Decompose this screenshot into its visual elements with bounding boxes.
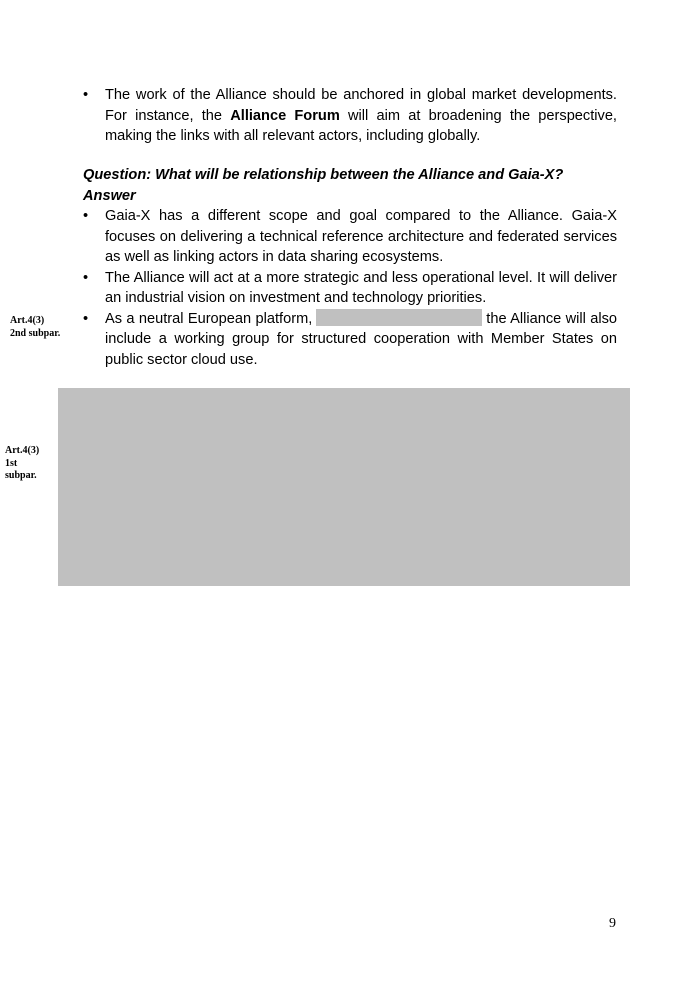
- section-alliance-global: [83, 85, 617, 147]
- bullet-list: [83, 85, 617, 147]
- list-item: [83, 309, 617, 371]
- answer-label: Answer: [83, 187, 136, 204]
- margin-note-art4-1st: [5, 445, 39, 483]
- list-item: [83, 206, 617, 268]
- bullet-text-continued: will aim at broadening the perspective, making the links with all relevant actors, including globally.: [105, 107, 617, 144]
- bullet-text-continued: the Alliance will also include a working group for structured cooperation with Member States on public sector cloud use.: [105, 310, 617, 368]
- page-number: 9: [609, 916, 616, 931]
- margin-note-line: 2nd subpar.: [10, 327, 61, 339]
- bullet-icon: •: [83, 208, 89, 224]
- bullet-text: Gaia-X has a different scope and goal compared to the Alliance. Gaia-X focuses on delivering a technical reference architecture and federated services as well as linking actors in data sharing ecosystems.: [105, 208, 617, 265]
- bold-term: Alliance Forum: [230, 107, 340, 124]
- inline-redaction: [316, 309, 482, 326]
- bullet-icon: •: [83, 310, 89, 327]
- margin-note-art4-2nd: [10, 315, 60, 340]
- bullet-text: As a neutral European platform,: [105, 310, 313, 327]
- question-heading: Question: What will be relationship between the Alliance and Gaia-X?: [83, 167, 564, 183]
- bullet-icon: •: [83, 87, 89, 103]
- bullet-text: The Alliance will act at a more strategic and less operational level. It will deliver an industrial vision on investment and technology priorities.: [105, 269, 617, 306]
- answer-bullet-list: [83, 206, 617, 370]
- list-item: [83, 85, 617, 147]
- margin-note-line: Art.4(3): [10, 315, 45, 326]
- bullet-text: The work of the Alliance should be anchored in global market developments. For instance, the: [105, 87, 617, 124]
- bullet-icon: •: [83, 269, 89, 286]
- list-item: [83, 268, 617, 309]
- margin-note-line: Art.4(3): [5, 445, 40, 456]
- margin-note-line: subpar.: [5, 470, 37, 481]
- margin-note-line: 1st: [5, 457, 18, 469]
- qa-section: [83, 165, 617, 370]
- redacted-block: [58, 388, 630, 586]
